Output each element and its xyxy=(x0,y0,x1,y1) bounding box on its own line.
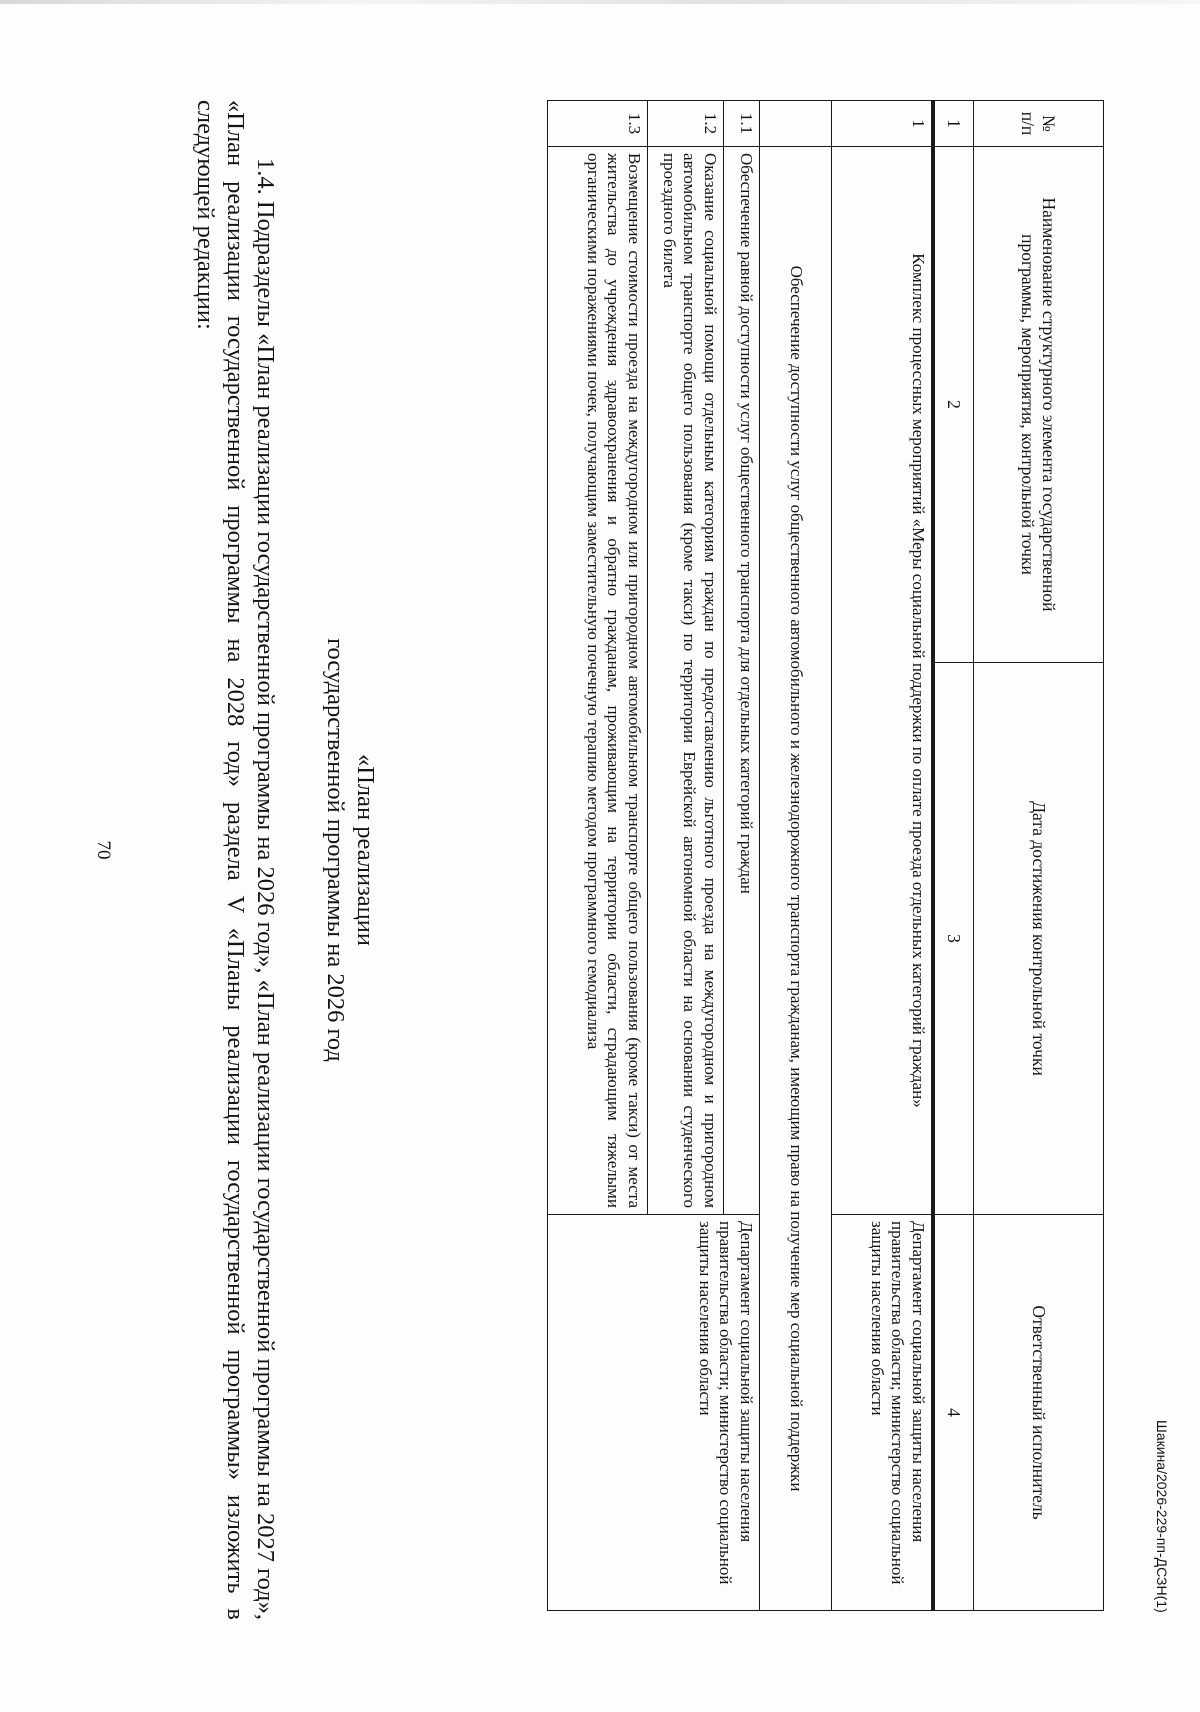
task-row xyxy=(760,101,832,1611)
row-number: 1.3 xyxy=(548,101,648,147)
column-number: 4 xyxy=(934,1215,974,1611)
row-name: Оказание социальной помощи отдельным категориям граждан по предоставлению льготного проезда на междугородном и пригородном автомобильном транспорте общего пользования (кроме такси) по территории Еврейской автономной области на основании студенческого проездного билета xyxy=(648,147,724,1215)
plan-title-line2: государственной программы на 2026 год xyxy=(322,638,349,1062)
column-number: 3 xyxy=(934,663,974,1215)
plan-title xyxy=(320,470,380,1230)
page-number: 70 xyxy=(93,840,114,860)
row-name: Возмещение стоимости проезда на междугородном или пригородном автомобильном транспорте общего пользования (кроме такси) от места жительства до учреждения здравоохранения и обратно гражданам, проживающим на территории области, страдающим тяжелыми органическими поражениями почек, получающим заместительную почечную терапию методом программного гемодиализа xyxy=(548,147,648,1215)
row-name: Обеспечение равной доступности услуг общественного транспорта для отдельных категорий граждан xyxy=(724,147,760,1215)
table-row xyxy=(724,101,760,1611)
header-executor: Ответственный исполнитель xyxy=(974,1215,1104,1611)
header-name: Наименование структурного элемента государственной программы, мероприятия, контрольной точки xyxy=(974,147,1104,663)
row-number: 1.1 xyxy=(724,101,760,147)
row-name: Комплекс процессных мероприятий «Меры социальной поддержки по оплате проезда отдельных категорий граждан» xyxy=(832,147,932,1215)
row-executor: Департамент социальной защиты населения правительства области; министерство социальной защиты населения области xyxy=(832,1215,932,1611)
column-number: 1 xyxy=(934,101,974,147)
header-num: № п/п xyxy=(974,101,1104,147)
plan-title-line1: «План реализации xyxy=(352,753,379,947)
plan-table xyxy=(547,100,1104,1611)
table-separator xyxy=(932,101,934,1611)
column-number-row xyxy=(934,101,974,1611)
row-executor: Департамент социальной защиты населения правительства области; министерство социальной защиты населения области xyxy=(548,1215,760,1611)
intro-paragraph: 1.4. Подразделы «План реализации государственной программы на 2026 год», «План реализации государственной программы на 2027 год», «План реализации государственной программы на 2028 год» раздела V «Планы реализации государственной программы» изложить в следующей редакции: xyxy=(192,100,279,1620)
document-code: Шакина/2026-229-пп-ДСЗН(1) xyxy=(1154,1420,1170,1613)
row-number: 1 xyxy=(832,101,932,147)
table-header-row xyxy=(974,101,1104,1611)
column-number: 2 xyxy=(934,147,974,663)
task-text: Обеспечение доступности услуг общественного автомобильного и железнодорожного транспорта гражданам, имеющим право на получение мер социальной поддержки xyxy=(760,147,832,1611)
header-date: Дата достижения контрольной точки xyxy=(974,663,1104,1215)
table-row xyxy=(832,101,932,1611)
row-number: 1.2 xyxy=(648,101,724,147)
